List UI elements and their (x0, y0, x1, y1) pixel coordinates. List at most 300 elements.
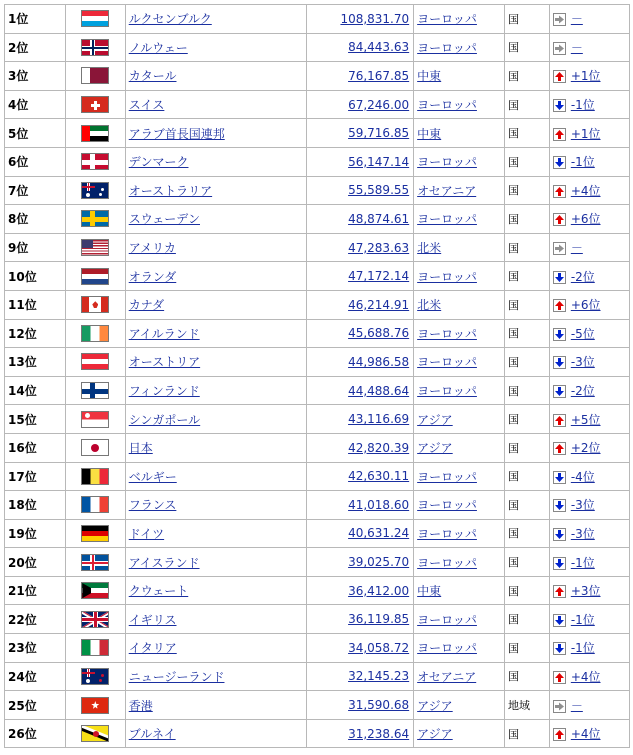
rank-cell (5, 176, 66, 205)
type-cell (504, 605, 549, 634)
change-cell (549, 576, 629, 605)
value-link[interactable]: 42,630.11 (348, 469, 410, 484)
up-arrow-icon (553, 128, 566, 141)
rank-label: 7位 (8, 183, 29, 198)
flag-icon (81, 611, 109, 628)
country-cell (125, 519, 307, 548)
rank-label: 3位 (8, 69, 29, 84)
rank-cell (5, 691, 66, 720)
value-link[interactable]: 44,986.58 (348, 354, 410, 369)
type-cell (504, 376, 549, 405)
country-link[interactable]: カナダ (128, 298, 165, 313)
change-link[interactable]: +6位 (570, 212, 601, 227)
change-cell (549, 491, 629, 520)
value-cell (307, 576, 414, 605)
table-row (5, 719, 630, 748)
flag-icon (81, 325, 109, 342)
region-cell (414, 348, 505, 377)
down-arrow-icon (553, 156, 566, 169)
value-link[interactable]: 42,820.39 (348, 440, 410, 455)
up-arrow-icon (553, 70, 566, 83)
rank-label: 11位 (8, 298, 37, 313)
table-row (5, 433, 630, 462)
type-cell (504, 405, 549, 434)
rank-cell (5, 376, 66, 405)
up-arrow-icon (553, 728, 566, 741)
value-link[interactable]: 84,443.63 (348, 40, 410, 55)
country-cell (125, 605, 307, 634)
country-link[interactable]: オーストラリア (128, 183, 213, 198)
region-cell (414, 147, 505, 176)
change-link[interactable]: +1位 (570, 69, 601, 84)
change-link[interactable]: -1位 (570, 641, 595, 656)
rank-label: 5位 (8, 126, 29, 141)
change-link[interactable]: － (570, 12, 583, 27)
change-link[interactable]: -1位 (570, 98, 595, 113)
value-cell (307, 634, 414, 663)
table-row (5, 205, 630, 234)
region-link[interactable]: ヨーロッパ (417, 355, 477, 370)
type-cell (504, 262, 549, 291)
country-cell (125, 90, 307, 119)
change-link[interactable]: +6位 (570, 298, 601, 313)
country-link[interactable]: ニュージーランド (128, 669, 225, 684)
change-link[interactable]: － (570, 241, 583, 256)
change-cell (549, 262, 629, 291)
region-cell (414, 62, 505, 91)
flag-cell (65, 5, 125, 34)
rank-cell (5, 605, 66, 634)
change-cell (549, 376, 629, 405)
region-link[interactable]: ヨーロッパ (417, 326, 477, 341)
region-cell (414, 462, 505, 491)
value-link[interactable]: 34,058.72 (348, 640, 410, 655)
region-link[interactable]: ヨーロッパ (417, 12, 477, 27)
country-link[interactable]: ルクセンブルク (128, 12, 212, 27)
change-link[interactable]: +4位 (570, 727, 601, 742)
value-cell (307, 519, 414, 548)
change-cell (549, 405, 629, 434)
change-cell (549, 290, 629, 319)
type-label: 国 (507, 527, 519, 541)
region-link[interactable]: ヨーロッパ (417, 155, 477, 170)
right-arrow-icon (553, 42, 566, 55)
value-link[interactable]: 36,119.85 (348, 612, 410, 627)
type-label: 国 (507, 384, 519, 398)
region-cell (414, 290, 505, 319)
down-arrow-icon (553, 271, 566, 284)
value-link[interactable]: 32,145.23 (348, 669, 410, 684)
country-cell (125, 348, 307, 377)
table-row (5, 319, 630, 348)
region-link[interactable]: アジア (417, 441, 453, 456)
value-link[interactable]: 39,025.70 (348, 555, 410, 570)
type-label: 国 (507, 498, 519, 512)
country-cell (125, 405, 307, 434)
rank-label: 25位 (8, 698, 37, 713)
country-link[interactable]: シンガポール (128, 412, 201, 427)
region-cell (414, 233, 505, 262)
country-link[interactable]: ブルネイ (128, 727, 176, 742)
value-cell (307, 376, 414, 405)
value-link[interactable]: 48,874.61 (348, 211, 410, 226)
region-link[interactable]: ヨーロッパ (417, 269, 477, 284)
country-cell (125, 119, 307, 148)
type-cell (504, 90, 549, 119)
down-arrow-icon (553, 471, 566, 484)
type-cell (504, 62, 549, 91)
flag-icon (81, 668, 109, 685)
change-cell (549, 5, 629, 34)
country-cell (125, 719, 307, 748)
flag-cell (65, 462, 125, 491)
rank-cell (5, 548, 66, 577)
rank-cell (5, 405, 66, 434)
flag-cell (65, 262, 125, 291)
value-link[interactable]: 76,167.85 (348, 68, 410, 83)
change-link[interactable]: -3位 (570, 498, 595, 513)
country-link[interactable]: アイルランド (128, 326, 200, 341)
type-label: 国 (507, 12, 519, 26)
down-arrow-icon (553, 328, 566, 341)
value-cell (307, 176, 414, 205)
rank-cell (5, 433, 66, 462)
country-cell (125, 548, 307, 577)
rank-label: 18位 (8, 498, 37, 513)
value-link[interactable]: 67,246.00 (348, 97, 410, 112)
rank-cell (5, 491, 66, 520)
flag-icon (81, 182, 109, 199)
country-link[interactable]: スウェーデン (128, 212, 200, 227)
down-arrow-icon (553, 528, 566, 541)
flag-cell (65, 519, 125, 548)
country-link[interactable]: 香港 (128, 698, 153, 713)
flag-icon (81, 153, 109, 170)
flag-icon (81, 439, 109, 456)
region-link[interactable]: ヨーロッパ (417, 469, 477, 484)
type-cell (504, 548, 549, 577)
change-link[interactable]: -4位 (570, 469, 595, 484)
country-cell (125, 319, 307, 348)
country-link[interactable]: スイス (128, 98, 165, 113)
table-row (5, 348, 630, 377)
region-cell (414, 262, 505, 291)
region-link[interactable]: ヨーロッパ (417, 212, 477, 227)
country-cell (125, 576, 307, 605)
region-link[interactable]: アジア (417, 727, 453, 742)
value-link[interactable]: 43,116.69 (348, 412, 410, 427)
type-label: 国 (507, 184, 519, 198)
country-link[interactable]: ドイツ (128, 526, 165, 541)
value-cell (307, 147, 414, 176)
change-link[interactable]: -1位 (570, 612, 595, 627)
up-arrow-icon (553, 442, 566, 455)
type-label: 国 (507, 355, 519, 369)
value-cell (307, 605, 414, 634)
region-cell (414, 205, 505, 234)
value-cell (307, 5, 414, 34)
region-link[interactable]: ヨーロッパ (417, 384, 477, 399)
rank-label: 6位 (8, 155, 29, 170)
flag-icon (81, 96, 109, 113)
change-link[interactable]: -5位 (570, 326, 595, 341)
country-link[interactable]: アメリカ (128, 241, 176, 256)
country-cell (125, 433, 307, 462)
rank-cell (5, 262, 66, 291)
flag-icon (81, 239, 109, 256)
rank-label: 1位 (8, 12, 29, 27)
region-link[interactable]: 北米 (417, 298, 442, 313)
rank-cell (5, 205, 66, 234)
flag-cell (65, 233, 125, 262)
country-link[interactable]: フランス (128, 498, 177, 513)
table-row (5, 376, 630, 405)
change-link[interactable]: -3位 (570, 526, 595, 541)
value-link[interactable]: 41,018.60 (348, 497, 410, 512)
value-link[interactable]: 56,147.14 (348, 154, 410, 169)
country-cell (125, 634, 307, 663)
value-link[interactable]: 45,688.76 (348, 326, 410, 341)
change-cell (549, 348, 629, 377)
rank-cell (5, 33, 66, 62)
change-link[interactable]: +5位 (570, 412, 601, 427)
table-row (5, 662, 630, 691)
flag-cell (65, 405, 125, 434)
country-cell (125, 147, 307, 176)
type-label: 国 (507, 413, 519, 427)
rank-label: 19位 (8, 526, 37, 541)
flag-cell (65, 433, 125, 462)
region-cell (414, 634, 505, 663)
region-link[interactable]: ヨーロッパ (417, 98, 477, 113)
down-arrow-icon (553, 642, 566, 655)
rank-cell (5, 90, 66, 119)
region-cell (414, 33, 505, 62)
region-link[interactable]: オセアニア (417, 183, 477, 198)
value-link[interactable]: 31,590.68 (348, 698, 410, 713)
type-label: 国 (507, 270, 519, 284)
region-cell (414, 319, 505, 348)
change-link[interactable]: － (570, 40, 583, 55)
flag-icon (81, 582, 109, 599)
rank-label: 22位 (8, 612, 37, 627)
change-link[interactable]: +4位 (570, 183, 601, 198)
change-link[interactable]: － (570, 698, 583, 713)
flag-icon (81, 554, 109, 571)
value-link[interactable]: 31,238.64 (348, 726, 410, 741)
region-link[interactable]: ヨーロッパ (417, 612, 477, 627)
change-cell (549, 634, 629, 663)
region-cell (414, 433, 505, 462)
value-link[interactable]: 36,412.00 (348, 583, 410, 598)
country-cell (125, 62, 307, 91)
country-link[interactable]: アラブ首長国連邦 (128, 126, 225, 141)
up-arrow-icon (553, 671, 566, 684)
region-link[interactable]: 北米 (417, 241, 442, 256)
type-label: 国 (507, 155, 519, 169)
country-link[interactable]: オランダ (128, 269, 177, 284)
region-link[interactable]: ヨーロッパ (417, 641, 477, 656)
region-cell (414, 90, 505, 119)
flag-cell (65, 119, 125, 148)
country-cell (125, 290, 307, 319)
flag-cell (65, 491, 125, 520)
rank-cell (5, 5, 66, 34)
country-link[interactable]: ノルウェー (128, 40, 188, 55)
value-cell (307, 119, 414, 148)
value-link[interactable]: 108,831.70 (340, 11, 410, 26)
table-row (5, 5, 630, 34)
change-link[interactable]: -1位 (570, 155, 595, 170)
country-link[interactable]: イタリア (128, 641, 177, 656)
value-cell (307, 205, 414, 234)
rank-cell (5, 348, 66, 377)
change-cell (549, 147, 629, 176)
region-link[interactable]: 中東 (417, 126, 442, 141)
country-link[interactable]: オーストリア (128, 355, 201, 370)
right-arrow-icon (553, 13, 566, 26)
country-link[interactable]: イギリス (128, 612, 177, 627)
country-link[interactable]: フィンランド (128, 384, 200, 399)
flag-icon (81, 268, 109, 285)
table-row (5, 576, 630, 605)
flag-cell (65, 33, 125, 62)
region-link[interactable]: アジア (417, 412, 453, 427)
value-cell (307, 290, 414, 319)
type-cell (504, 319, 549, 348)
value-cell (307, 462, 414, 491)
flag-cell (65, 348, 125, 377)
rank-label: 23位 (8, 641, 37, 656)
table-row (5, 519, 630, 548)
value-link[interactable]: 40,631.24 (348, 526, 410, 541)
country-cell (125, 491, 307, 520)
rank-label: 20位 (8, 555, 37, 570)
country-cell (125, 662, 307, 691)
region-link[interactable]: ヨーロッパ (417, 526, 477, 541)
country-cell (125, 33, 307, 62)
country-cell (125, 462, 307, 491)
rank-label: 4位 (8, 98, 29, 113)
flag-icon (81, 411, 109, 428)
type-label: 国 (507, 670, 519, 684)
up-arrow-icon (553, 185, 566, 198)
type-label: 国 (507, 41, 519, 55)
change-link[interactable]: -3位 (570, 355, 595, 370)
value-link[interactable]: 59,716.85 (348, 126, 410, 141)
country-link[interactable]: 日本 (128, 441, 153, 456)
change-cell (549, 176, 629, 205)
type-cell (504, 290, 549, 319)
type-cell (504, 433, 549, 462)
value-cell (307, 90, 414, 119)
rank-label: 21位 (8, 584, 37, 599)
value-cell (307, 719, 414, 748)
table-row (5, 119, 630, 148)
down-arrow-icon (553, 385, 566, 398)
value-link[interactable]: 47,172.14 (348, 269, 410, 284)
type-label: 国 (507, 69, 519, 83)
region-link[interactable]: アジア (417, 698, 453, 713)
change-cell (549, 462, 629, 491)
type-label: 国 (507, 613, 519, 627)
change-link[interactable]: +3位 (570, 584, 601, 599)
table-row (5, 233, 630, 262)
region-link[interactable]: ヨーロッパ (417, 555, 477, 570)
flag-icon (81, 639, 109, 656)
country-cell (125, 262, 307, 291)
change-cell (549, 548, 629, 577)
change-link[interactable]: +2位 (570, 441, 601, 456)
region-cell (414, 376, 505, 405)
region-link[interactable]: 中東 (417, 584, 442, 599)
type-cell (504, 576, 549, 605)
rank-cell (5, 576, 66, 605)
table-row (5, 290, 630, 319)
country-link[interactable]: アイスランド (128, 555, 200, 570)
region-link[interactable]: オセアニア (417, 669, 477, 684)
rank-label: 15位 (8, 412, 37, 427)
rank-cell (5, 290, 66, 319)
table-row (5, 691, 630, 720)
change-cell (549, 719, 629, 748)
country-link[interactable]: デンマーク (128, 155, 189, 170)
value-link[interactable]: 44,488.64 (348, 383, 410, 398)
flag-icon (81, 697, 109, 714)
rank-cell (5, 147, 66, 176)
table-row (5, 462, 630, 491)
flag-cell (65, 90, 125, 119)
value-link[interactable]: 55,589.55 (348, 183, 410, 198)
table-row (5, 634, 630, 663)
type-cell (504, 719, 549, 748)
type-cell (504, 491, 549, 520)
change-cell (549, 433, 629, 462)
region-link[interactable]: ヨーロッパ (417, 40, 477, 55)
region-link[interactable]: ヨーロッパ (417, 498, 477, 513)
down-arrow-icon (553, 99, 566, 112)
type-label: 国 (507, 241, 519, 255)
region-cell (414, 662, 505, 691)
value-link[interactable]: 46,214.91 (348, 297, 410, 312)
country-link[interactable]: クウェート (128, 584, 189, 599)
value-cell (307, 233, 414, 262)
type-cell (504, 462, 549, 491)
table-row (5, 176, 630, 205)
country-cell (125, 376, 307, 405)
country-link[interactable]: ベルギー (128, 469, 177, 484)
country-link[interactable]: カタール (128, 69, 177, 84)
rank-label: 2位 (8, 40, 29, 55)
change-link[interactable]: -2位 (570, 384, 595, 399)
type-cell (504, 33, 549, 62)
change-link[interactable]: +1位 (570, 126, 601, 141)
change-link[interactable]: -2位 (570, 269, 595, 284)
value-link[interactable]: 47,283.63 (348, 240, 410, 255)
region-link[interactable]: 中東 (417, 69, 442, 84)
region-cell (414, 691, 505, 720)
table-row (5, 147, 630, 176)
type-label: 国 (507, 98, 519, 112)
country-cell (125, 5, 307, 34)
type-cell (504, 119, 549, 148)
type-cell (504, 662, 549, 691)
region-cell (414, 519, 505, 548)
value-cell (307, 319, 414, 348)
change-link[interactable]: -1位 (570, 555, 595, 570)
change-link[interactable]: +4位 (570, 669, 601, 684)
rank-label: 14位 (8, 384, 37, 399)
